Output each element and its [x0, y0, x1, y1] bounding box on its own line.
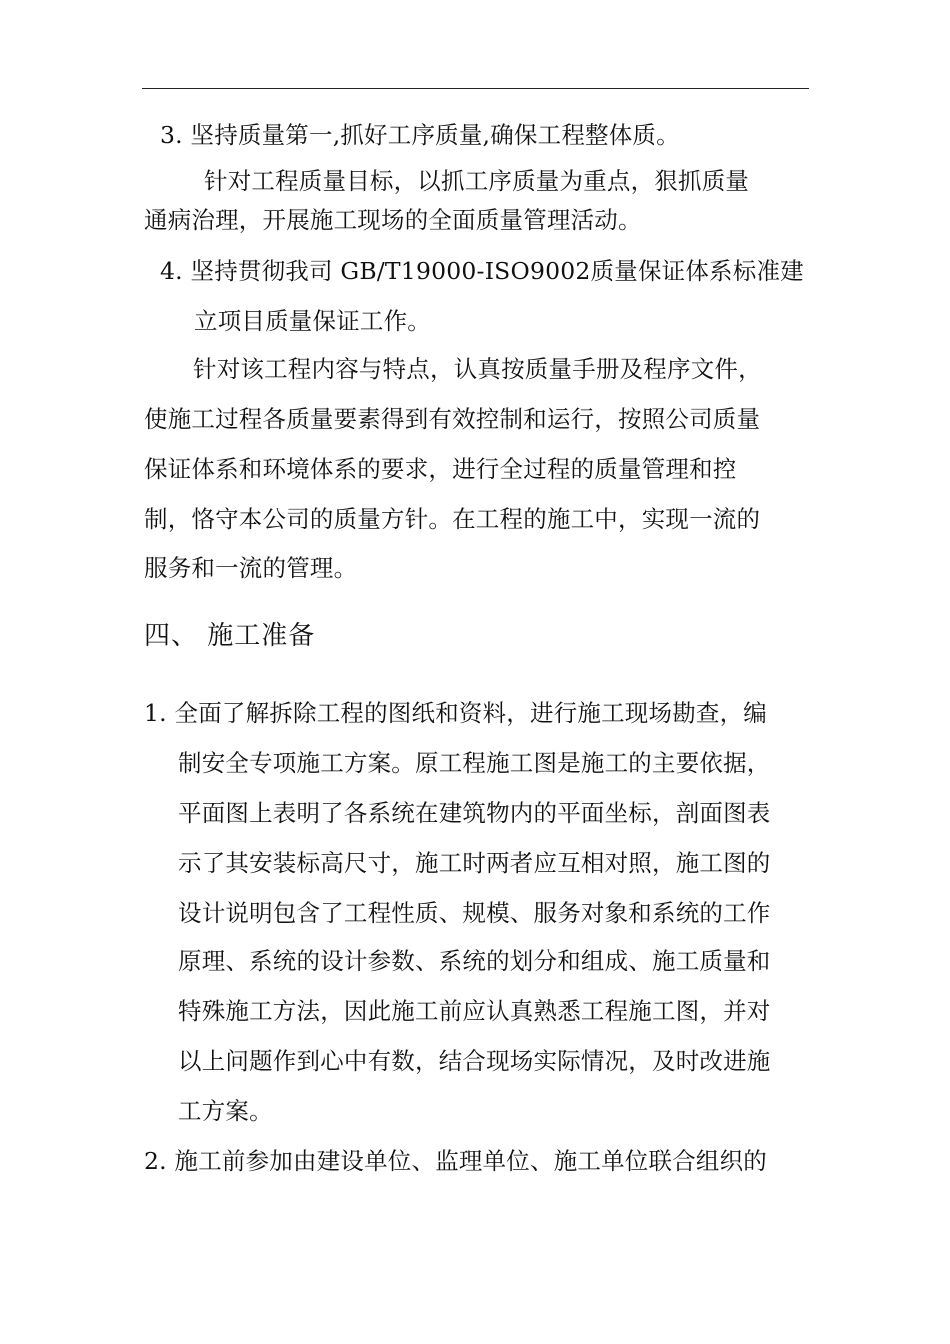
item-4-body-line-4: 制，恪守本公司的质量方针。在工程的施工中，实现一流的 — [144, 505, 761, 533]
item-4-body-line-1: 针对该工程内容与特点，认真按质量手册及程序文件， — [193, 355, 762, 383]
item-3-body-line-1: 针对工程质量目标，以抓工序质量为重点，狠抓质量 — [204, 167, 750, 195]
item-3-body-line-2: 通病治理，开展施工现场的全面质量管理活动。 — [144, 206, 642, 234]
item-4-title-line-1: 4. 坚持贯彻我司 GB/T19000-ISO9002质量保证体系标准建 — [160, 257, 804, 285]
item-3-title: 3. 坚持质量第一,抓好工序质量,确保工程整体质。 — [160, 121, 680, 149]
section-item-1-line-8: 以上问题作到心中有数，结合现场实际情况，及时改进施 — [178, 1047, 771, 1075]
section-item-2-line-1: 2. 施工前参加由建设单位、监理单位、施工单位联合组织的 — [144, 1147, 767, 1175]
header-rule — [142, 88, 809, 89]
section-item-1-line-2: 制安全专项施工方案。原工程施工图是施工的主要依据， — [178, 749, 771, 777]
section-item-1-line-4: 示了其安装标高尺寸，施工时两者应互相对照，施工图的 — [178, 849, 771, 877]
item-4-body-line-3: 保证体系和环境体系的要求，进行全过程的质量管理和控 — [144, 455, 737, 483]
section-item-1-line-9: 工方案。 — [178, 1097, 273, 1125]
item-4-body-line-2: 使施工过程各质量要素得到有效控制和运行，按照公司质量 — [144, 405, 761, 433]
section-item-1-line-5: 设计说明包含了工程性质、规模、服务对象和系统的工作 — [178, 899, 771, 927]
section-item-1-line-6: 原理、系统的设计参数、系统的划分和组成、施工质量和 — [178, 947, 771, 975]
section-item-1-line-3: 平面图上表明了各系统在建筑物内的平面坐标，剖面图表 — [178, 799, 771, 827]
section-item-1-line-1: 1. 全面了解拆除工程的图纸和资料，进行施工现场勘查，编 — [144, 699, 767, 727]
item-4-body-line-5: 服务和一流的管理。 — [144, 554, 358, 582]
section-heading: 四、 施工准备 — [144, 621, 316, 651]
item-4-title-line-2: 立项目质量保证工作。 — [194, 307, 431, 335]
section-item-1-line-7: 特殊施工方法，因此施工前应认真熟悉工程施工图，并对 — [178, 997, 771, 1025]
